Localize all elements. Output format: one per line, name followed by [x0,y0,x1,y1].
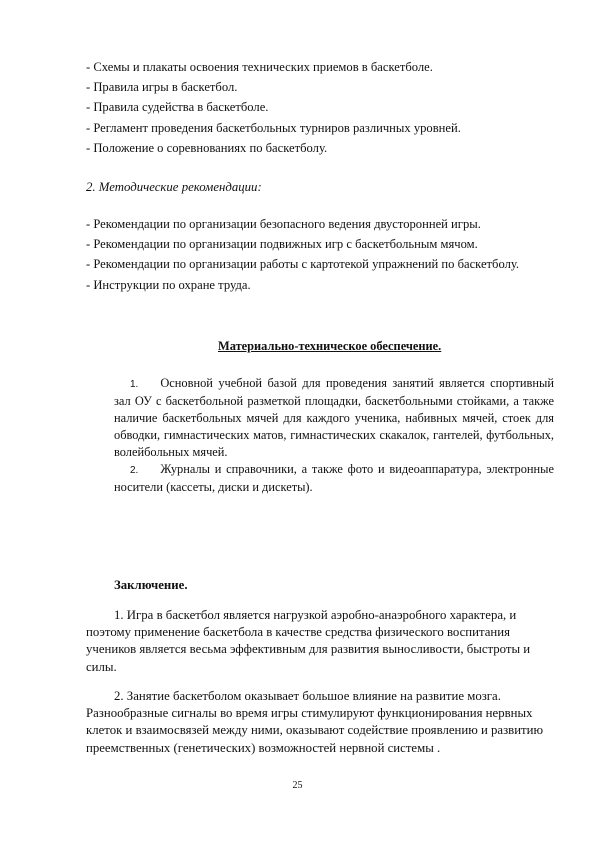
list-item: - Инструкции по охране труда. [86,277,251,292]
conclusion-title: Заключение. [114,578,188,592]
item-text: Основной учебной базой для проведения занятий является спортивный зал ОУ с баскетбольной разметкой площадки, баскетбольными стойками, а также наличие баскетбольных мячей для каждого ученика, набивных мячей, стоек для обводки, гимнастических матов, гимнастических скакалок, гантелей, футбольных, волейбольных мячей. [114,376,554,459]
item-number: 1. [130,379,139,390]
list-item: - Схемы и плакаты освоения технических приемов в баскетболе. [86,60,433,74]
conclusion-paragraph: 1. Игра в баскетбол является нагрузкой аэробно-анаэробного характера, и поэтому применение баскетбола в качестве средства физического воспитания учеников является весьма эффективным для развития выносливости, быстроты и силы. [86,608,531,674]
material-item [114,375,554,461]
list-item: - Правила судейства в баскетболе. [86,100,269,115]
methodical-heading: 2. Методические рекомендации: [86,180,262,194]
material-list [114,375,554,496]
item-number: 2. [130,465,139,476]
material-item [114,461,554,496]
material-title: Материально-техническое обеспечение. [218,339,442,353]
list-item: - Регламент проведения баскетбольных турниров различных уровней. [86,120,461,135]
list-item: - Правила игры в баскетбол. [86,80,238,95]
list-item: - Рекомендации по организации безопасного ведения двусторонней игры. [86,217,481,231]
list-item: - Положение о соревнованиях по баскетболу. [86,140,328,155]
item-text: Журналы и справочники, а также фото и видеоаппаратура, электронные носители (кассеты, диски и дискеты). [114,462,554,494]
page-number: 25 [292,780,303,791]
list-item: - Рекомендации по организации работы с картотекой упражнений по баскетболу. [86,257,520,272]
list-item: - Рекомендации по организации подвижных игр с баскетбольным мячом. [86,237,478,252]
recommendations-list [86,217,519,298]
materials-list [86,60,461,161]
conclusion-paragraph: 2. Занятие баскетболом оказывает большое влияние на развитие мозга. Разнообразные сигналы во время игры стимулируют функционирования нервных клеток и взаимосвязей между ними, оказывают содействие проявлению и развитию преемственных (генетических) возможностей нервной системы . [86,689,544,755]
